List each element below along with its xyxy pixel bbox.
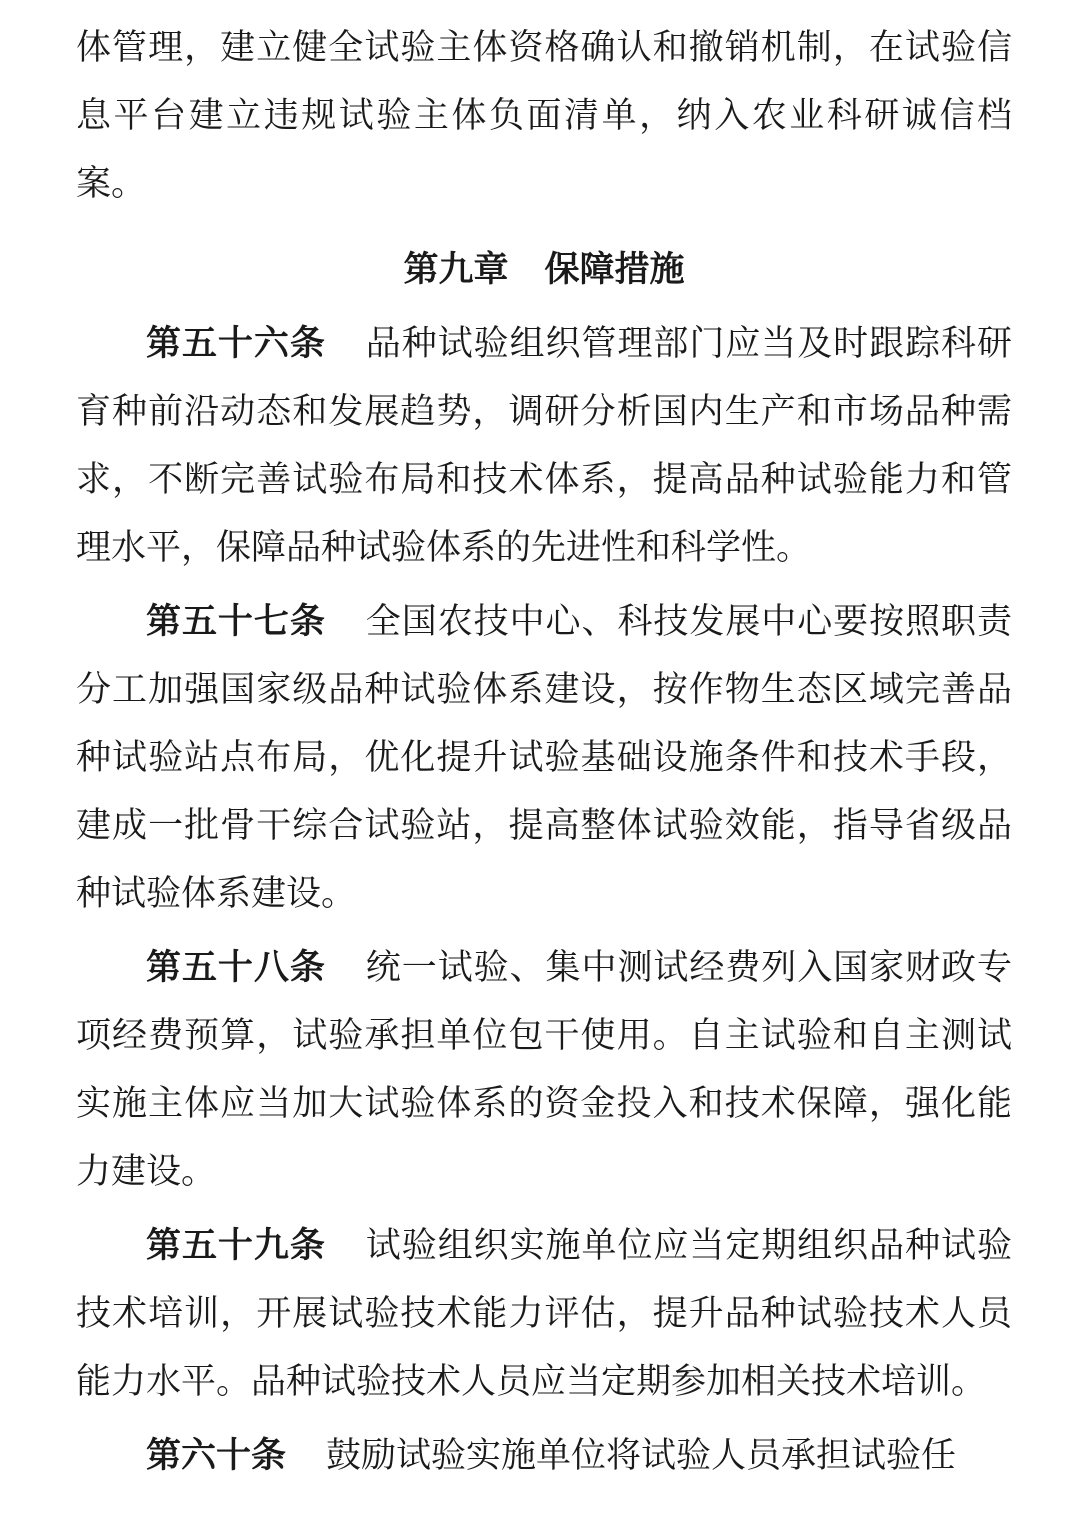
article-text: 试验组织实施单位应当定期组织品种试验技术培训，开展试验技术能力评估，提升品种试验技术人员能力水平。品种试验技术人员应当定期参加相关技术培训。 — [76, 1226, 1012, 1402]
chapter-title: 保障措施 — [544, 250, 685, 290]
article-59 — [76, 1212, 1012, 1416]
article-label: 第五十九条 — [146, 1226, 326, 1266]
chapter-number: 第九章 — [403, 250, 509, 290]
article-60 — [76, 1422, 1012, 1490]
article-label: 第五十六条 — [146, 324, 326, 364]
article-label: 第六十条 — [146, 1436, 287, 1476]
article-text: 品种试验组织管理部门应当及时跟踪科研育种前沿动态和发展趋势，调研分析国内生产和市场品种需求，不断完善试验布局和技术体系，提高品种试验能力和管理水平，保障品种试验体系的先进性和科学性。 — [76, 324, 1012, 568]
article-57 — [76, 588, 1012, 928]
article-56 — [76, 310, 1012, 582]
article-text: 全国农技中心、科技发展中心要按照职责分工加强国家级品种试验体系建设，按作物生态区域完善品种试验站点布局，优化提升试验基础设施条件和技术手段，建成一批骨干综合试验站，提高整体试验效能，指导省级品种试验体系建设。 — [76, 602, 1012, 914]
article-label: 第五十八条 — [146, 948, 326, 988]
chapter-heading — [76, 236, 1012, 304]
article-text: 统一试验、集中测试经费列入国家财政专项经费预算，试验承担单位包干使用。自主试验和自主测试实施主体应当加大试验体系的资金投入和技术保障，强化能力建设。 — [76, 948, 1012, 1192]
document-page — [76, 0, 1012, 1490]
article-label: 第五十七条 — [146, 602, 326, 642]
intro-paragraph: 体管理，建立健全试验主体资格确认和撤销机制，在试验信息平台建立违规试验主体负面清单，纳入农业科研诚信档案。 — [76, 28, 1012, 204]
article-58 — [76, 934, 1012, 1206]
article-text: 鼓励试验实施单位将试验人员承担试验任 — [326, 1436, 957, 1476]
